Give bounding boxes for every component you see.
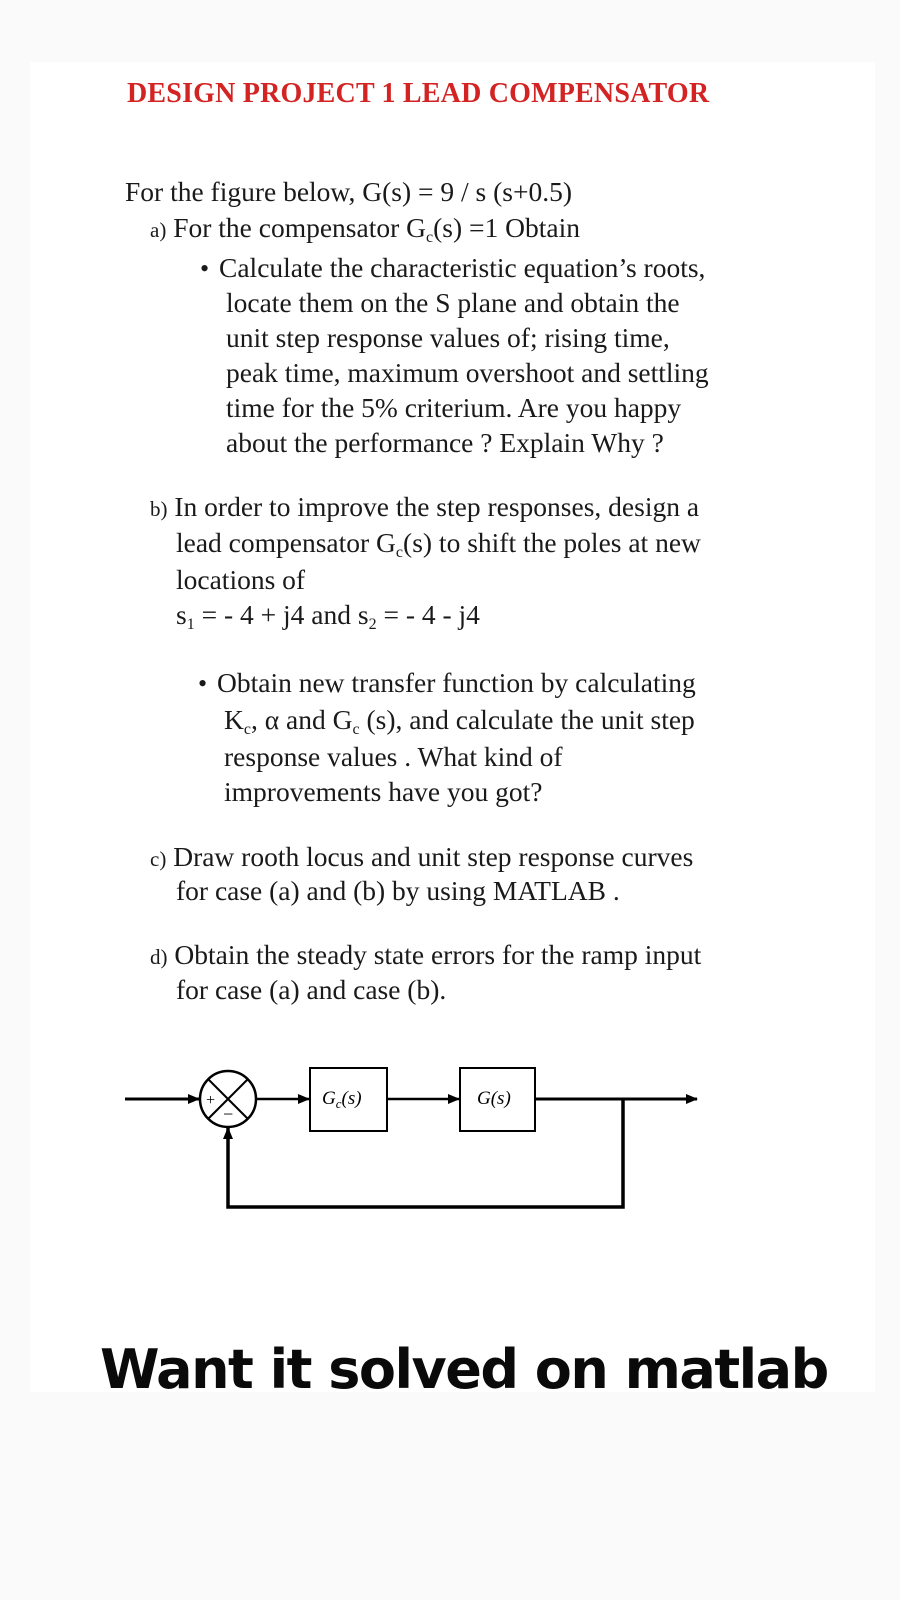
- part-b-bullet-line: $K_c$, α and $G_c$ (s), and calculate the unit step: [224, 704, 695, 738]
- part-d-line: for case (a) and case (b).: [176, 974, 447, 1005]
- minus-sign: −: [222, 1104, 235, 1124]
- part-c-line: for case (a) and (b) by using MATLAB .: [176, 875, 620, 906]
- part-b-line: b) In order to improve the step responses, design a: [150, 491, 700, 522]
- part-b-label: b): [150, 497, 168, 521]
- part-d-label: d): [150, 945, 168, 969]
- part-b-line: lead compensator $G_c(s)$ to shift the poles at new: [176, 527, 701, 561]
- part-a-line: a) For the compensator $G_c(s) =1$ Obtain: [150, 212, 580, 246]
- part-b-bullet-line: Obtain new transfer function by calculating: [217, 667, 696, 698]
- part-b-bullet-line: response values . What kind of: [224, 741, 563, 772]
- bullet-dot: •: [200, 254, 210, 283]
- part-a-bullet-line: about the performance ? Explain Why ?: [226, 427, 664, 458]
- feedback-path: [228, 1099, 623, 1207]
- part-a-bullet-line: locate them on the S plane and obtain the: [226, 287, 680, 318]
- page-title: DESIGN PROJECT 1 LEAD COMPENSATOR: [127, 78, 710, 109]
- plus-sign: +: [205, 1092, 216, 1109]
- footer-caption: Want it solved on matlab: [100, 1338, 828, 1401]
- intro-text: For the figure below, G(s) = 9 / s (s+0.5): [125, 176, 573, 207]
- bullet-dot: •: [198, 669, 208, 698]
- part-b-poles: $s_1$ = - 4 + j4 and $s_2$ = - 4 - j4: [176, 599, 480, 633]
- part-c-line: c) Draw rooth locus and unit step response curves: [150, 841, 694, 872]
- part-a-bullet-line: peak time, maximum overshoot and settling: [226, 357, 709, 388]
- part-b-line: locations of: [176, 564, 306, 595]
- part-a-label: a): [150, 218, 167, 242]
- part-d-line: d) Obtain the steady state errors for the ramp input: [150, 939, 702, 970]
- part-a-bullet-line: unit step response values of; rising time,: [226, 322, 670, 353]
- g-label: G(s): [477, 1088, 511, 1109]
- part-a-bullet-line: Calculate the characteristic equation’s roots,: [219, 252, 706, 283]
- part-c-label: c): [150, 847, 167, 871]
- part-b-bullet-line: improvements have you got?: [224, 776, 543, 807]
- gc-label: $G_c(s)$: [322, 1088, 362, 1111]
- part-a-bullet-line: time for the 5% criterium. Are you happy: [226, 392, 682, 423]
